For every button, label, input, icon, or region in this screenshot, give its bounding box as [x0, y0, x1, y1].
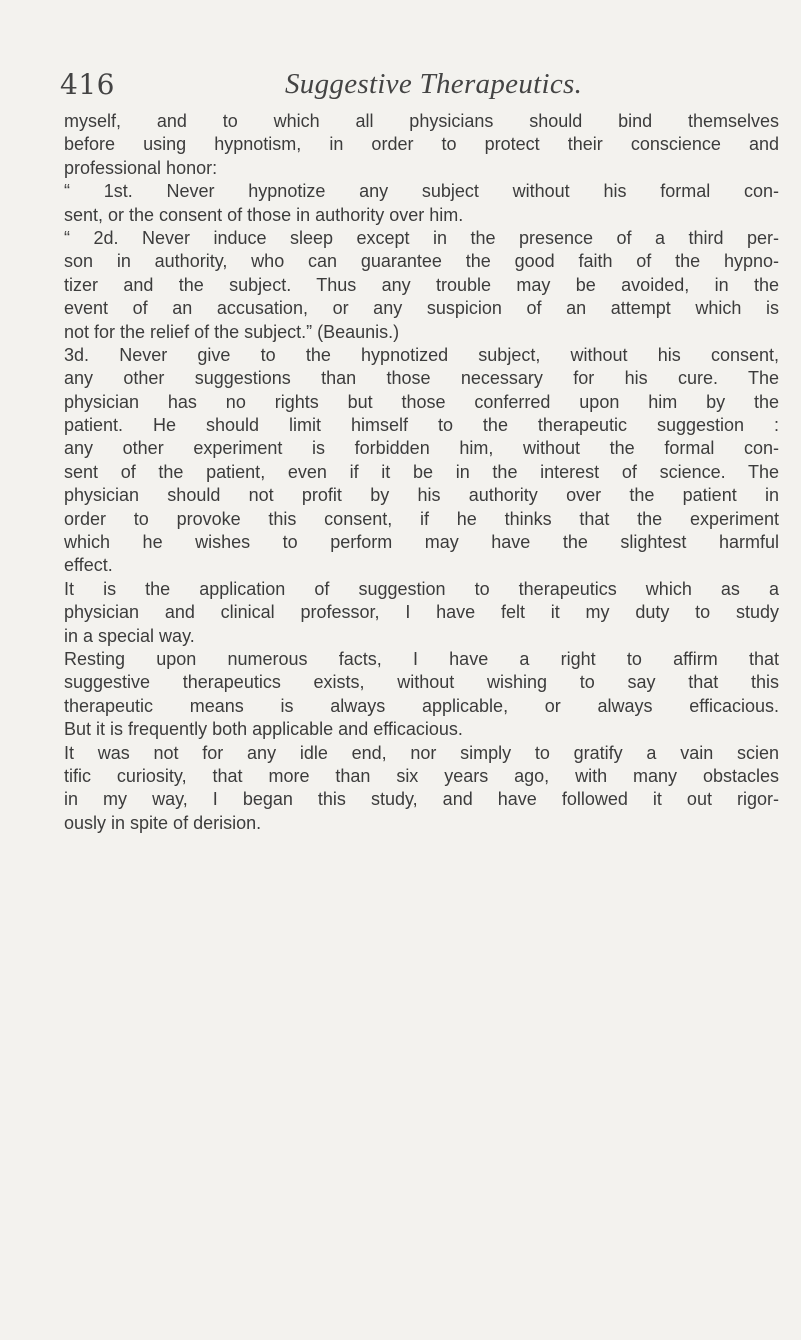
- text-line: But it is frequently both applicable and efficacious.: [64, 719, 463, 740]
- text-line: 3d. Never give to the hypnotized subject, without his consent,: [64, 344, 779, 365]
- text-line: any other experiment is forbidden him, without the formal con-: [64, 438, 779, 459]
- page-number: 416: [60, 68, 115, 101]
- running-title: Suggestive Therapeutics.: [285, 68, 583, 100]
- text-line: physician and clinical professor, I have felt it my duty to study: [64, 602, 779, 623]
- text-line: which he wishes to perform may have the slightest harmful: [64, 532, 779, 553]
- text-line: any other suggestions than those necessary for his cure. The: [64, 368, 779, 389]
- text-line: effect.: [64, 555, 113, 576]
- text-line: in a special way.: [64, 625, 195, 646]
- text-line: patient. He should limit himself to the therapeutic suggestion :: [64, 415, 779, 436]
- text-line: physician has no rights but those conferred upon him by the: [64, 391, 779, 412]
- text-line: “ 2d. Never induce sleep except in the presence of a third per-: [64, 227, 779, 248]
- body-text: [64, 110, 779, 835]
- text-line: son in authority, who can guarantee the good faith of the hypno-: [64, 251, 779, 272]
- text-line: tific curiosity, that more than six years ago, with many obstacles: [64, 765, 779, 786]
- text-line: event of an accusation, or any suspicion of an attempt which is: [64, 298, 779, 319]
- text-line: not for the relief of the subject.” (Beaunis.): [64, 321, 400, 342]
- page-header: [60, 68, 780, 108]
- text-line: It was not for any idle end, nor simply to gratify a vain scien: [64, 742, 779, 763]
- text-line: before using hypnotism, in order to protect their conscience and: [64, 134, 779, 155]
- text-line: ously in spite of derision.: [64, 812, 262, 833]
- text-line: myself, and to which all physicians should bind themselves: [64, 111, 779, 131]
- text-line: professional honor:: [64, 157, 218, 178]
- text-line: “ 1st. Never hypnotize any subject without his formal con-: [64, 181, 779, 202]
- text-line: order to provoke this consent, if he thinks that the experiment: [64, 508, 779, 529]
- text-line: Resting upon numerous facts, I have a right to affirm that: [64, 648, 779, 669]
- text-line: sent of the patient, even if it be in the interest of science. The: [64, 461, 779, 482]
- text-line: tizer and the subject. Thus any trouble may be avoided, in the: [64, 274, 779, 295]
- text-line: suggestive therapeutics exists, without wishing to say that this: [64, 672, 779, 693]
- text-line: It is the application of suggestion to therapeutics which as a: [64, 578, 779, 599]
- text-line: sent, or the consent of those in authority over him.: [64, 204, 464, 225]
- text-line: physician should not profit by his authority over the patient in: [64, 485, 779, 506]
- text-line: therapeutic means is always applicable, or always efficacious.: [64, 695, 779, 716]
- text-line: in my way, I began this study, and have followed it out rigor-: [64, 789, 779, 810]
